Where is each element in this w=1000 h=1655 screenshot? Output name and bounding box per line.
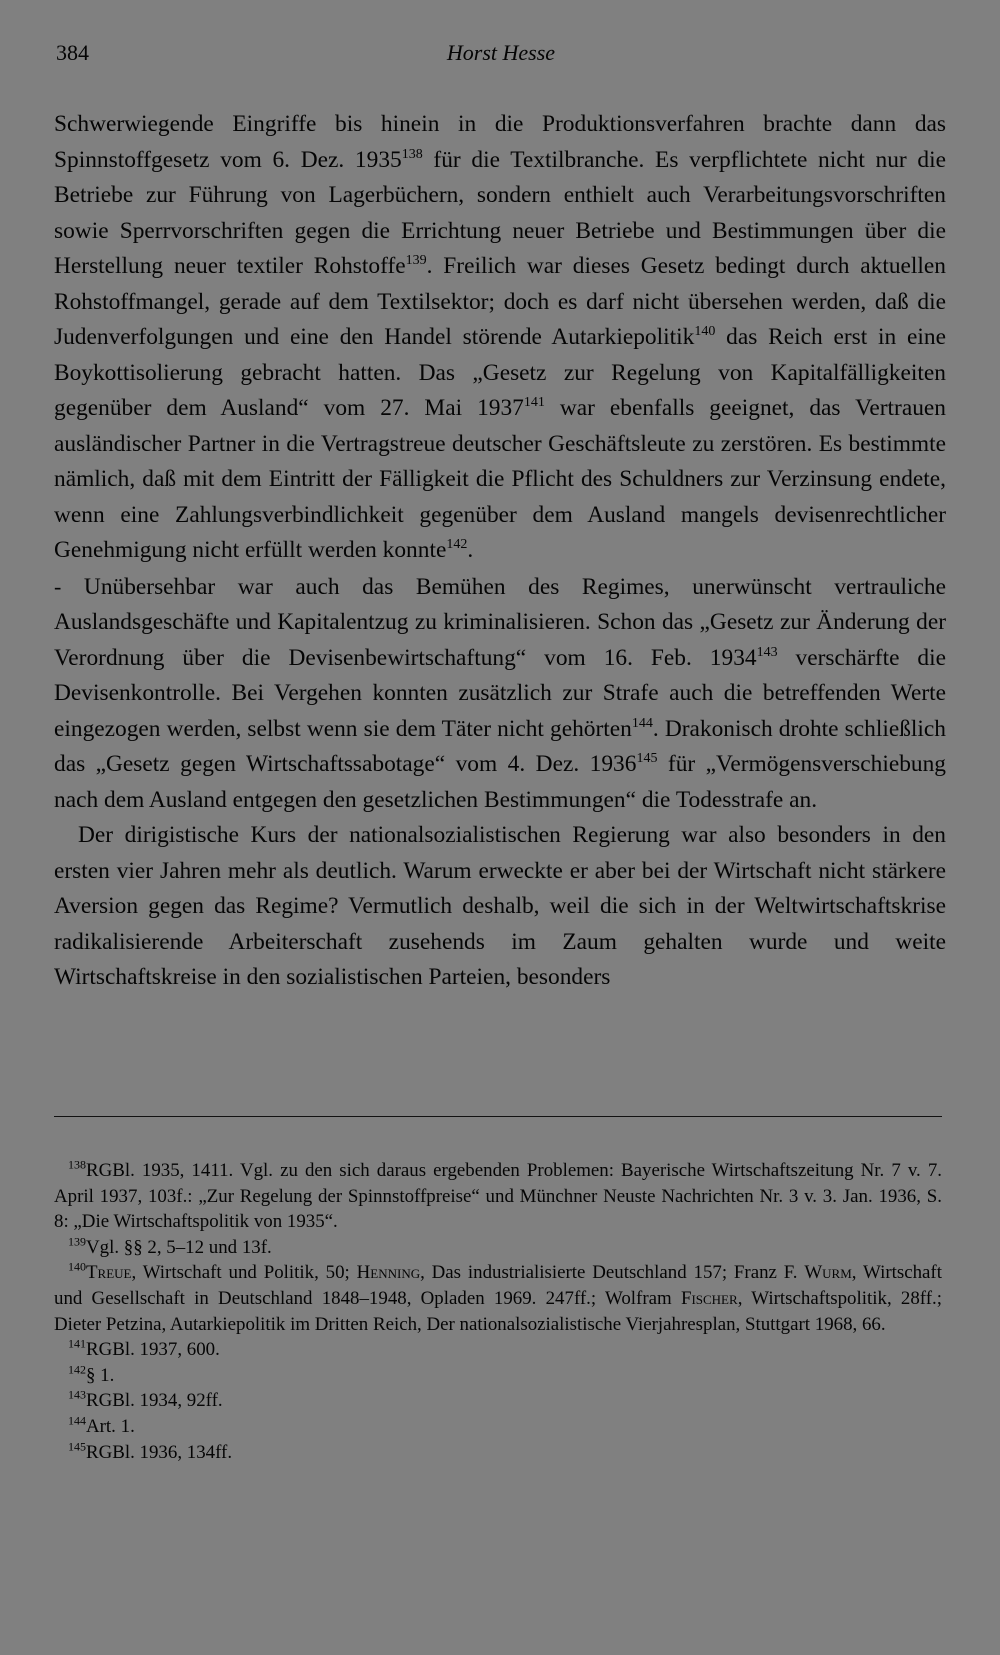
- footnote-138: [54, 1158, 942, 1235]
- footnote-text: , Das industrialisierte Deutschland 157; Franz F.: [420, 1262, 805, 1284]
- footnote-text: , Wirtschaftspolitik, 28ff.; Dieter Petzina, Autarkiepolitik im Dritten Reich, Der nationalsozialistische Vierjahresplan, Stuttgart 1968, 66.: [54, 1287, 942, 1335]
- body-text: [54, 107, 946, 996]
- footnote-144: [54, 1414, 942, 1440]
- footnote-text: Art. 1.: [86, 1415, 135, 1437]
- paragraph-2: [54, 569, 946, 819]
- paragraph-text: Unübersehbar war auch das Bemühen des Regimes, unerwünscht vertrauliche Auslandsgeschäfte und Kapitalentzug zu kriminalisieren. Schon das „Gesetz zur Änderung der Verordnung über die Devisenbewirtschaftung“ vom 16. Feb. 1934: [54, 573, 946, 671]
- footnote-text: Vgl. §§ 2, 5–12 und 13f.: [86, 1236, 272, 1258]
- author-name: Wurm: [804, 1262, 852, 1284]
- author-name: Fischer: [680, 1287, 738, 1309]
- footnote-143: [54, 1388, 942, 1414]
- author-name: Treue: [86, 1262, 132, 1284]
- footnote-number: 144: [68, 1413, 86, 1428]
- footnote-text: RGBl. 1934, 92ff.: [86, 1390, 223, 1412]
- author-name: Henning: [356, 1262, 421, 1284]
- footnote-number: 139: [68, 1234, 86, 1249]
- footnote-ref-138: 138: [401, 146, 423, 162]
- footnote-number: 142: [68, 1362, 86, 1377]
- footnote-number: 145: [68, 1439, 86, 1454]
- paragraph-text: . Drakonisch drohte schließlich das „Gesetz gegen Wirtschaftssabotage“ vom 4. Dez. 1936: [54, 715, 946, 777]
- paragraph-text: Der dirigistische Kurs der nationalsozialistischen Regierung war also besonders in den ersten vier Jahren mehr als deutlich. Warum erweckte er aber bei der Wirtschaft nicht stärkere Aversion gegen das Regime? Vermutlich deshalb, weil die sich in der Weltwirtschaftskrise radikalisierende Arbeiterschaft zusehends im Zaum gehalten wurde und weite Wirtschaftskreise in den sozialistischen Parteien, besonders: [54, 822, 946, 990]
- paragraph-text: das Reich erst in eine Boykottisolierung gebracht hatten. Das „Gesetz zur Regelung von Kapitalfälligkeiten gegenüber dem Ausland“ vom 27. Mai 1937: [54, 324, 947, 421]
- paragraph-text: war ebenfalls geeignet, das Vertrauen ausländischer Partner in die Vertragstreue deutscher Geschäftsleute zu zerstören. Es bestimmte nämlich, daß mit dem Eintritt der Fälligkeit die Pflicht des Schuldners zur Verzinsung endete, wenn eine Zahlungsverbindlichkeit gegenüber dem Ausland mangels devisenrechtlicher Genehmigung nicht erfüllt werden konnte: [54, 395, 946, 563]
- footnote-ref-141: 141: [523, 395, 545, 411]
- footnote-number: 138: [68, 1157, 86, 1172]
- footnote-ref-144: 144: [631, 715, 653, 731]
- footnote-ref-140: 140: [694, 324, 716, 340]
- footnote-145: [54, 1440, 942, 1466]
- page-number: 384: [56, 40, 89, 65]
- footnote-142: [54, 1363, 942, 1389]
- footnote-text: , Wirtschaft und Politik, 50;: [131, 1262, 357, 1284]
- paragraph-3: [54, 818, 946, 996]
- running-head: Horst Hesse: [446, 40, 556, 65]
- footnote-141: [54, 1337, 942, 1363]
- footnote-text: RGBl. 1937, 600.: [86, 1339, 220, 1361]
- footnote-ref-145: 145: [636, 751, 658, 767]
- paragraph-1: [54, 107, 946, 569]
- page-header: [56, 40, 946, 76]
- footnote-139: [54, 1235, 942, 1261]
- footnote-number: 143: [68, 1388, 86, 1403]
- margin-mark: ‐: [54, 573, 62, 599]
- footnote-divider: [54, 1116, 942, 1117]
- paragraph-text: .: [467, 537, 474, 563]
- paragraph-text: verschärfte die Devisenkontrolle. Bei Vergehen konnten zusätzlich zur Strafe auch die betreffenden Werte eingezogen werden, selbst wenn sie dem Täter nicht gehörten: [54, 644, 946, 742]
- footnote-ref-142: 142: [446, 537, 468, 553]
- footnote-ref-139: 139: [405, 253, 427, 269]
- paragraph-text: für „Vermögensverschiebung nach dem Ausland entgegen den gesetzlichen Bestimmungen“ die Todesstrafe an.: [54, 751, 946, 813]
- footnote-text: § 1.: [86, 1364, 115, 1386]
- footnote-ref-143: 143: [756, 644, 778, 660]
- footnote-number: 140: [68, 1260, 86, 1275]
- footnotes: [54, 1158, 942, 1465]
- footnote-text: RGBl. 1936, 134ff.: [86, 1441, 233, 1463]
- footnote-number: 141: [68, 1336, 86, 1351]
- paragraph-text: . Freilich war dieses Gesetz bedingt durch aktuellen Rohstoffmangel, gerade auf dem Textilsektor; doch es darf nicht übersehen werden, daß die Judenverfolgungen und eine den Handel störende Autarkiepolitik: [54, 253, 947, 350]
- footnote-text: , Wirtschaft und Gesellschaft in Deutschland 1848–1948, Opladen 1969. 247ff.; Wolfram: [54, 1262, 942, 1309]
- paragraph-text: für die Textilbranche. Es verpflichtete nicht nur die Betriebe zur Führung von Lagerbüchern, sondern enthielt auch Verarbeitungsvorschriften sowie Sperrvorschriften gegen die Errichtung neuer Betriebe und Bestimmungen über die Herstellung neuer textiler Rohstoffe: [54, 146, 946, 279]
- footnote-text: RGBl. 1935, 1411. Vgl. zu den sich daraus ergebenden Problemen: Bayerische Wirtschaftszeitung Nr. 7 v. 7. April 1937, 103f.: „Zur Regelung der Spinnstoffpreise“ und Münchner Neuste Nachrichten Nr. 3 v. 3. Jan. 1936, S. 8: „Die Wirtschaftspolitik von 1935“.: [54, 1160, 942, 1233]
- paragraph-text: Schwerwiegende Eingriffe bis hinein in die Produktionsverfahren brachte dann das Spinnstoffgesetz vom 6. Dez. 1935: [54, 111, 946, 173]
- footnote-140: [54, 1260, 942, 1337]
